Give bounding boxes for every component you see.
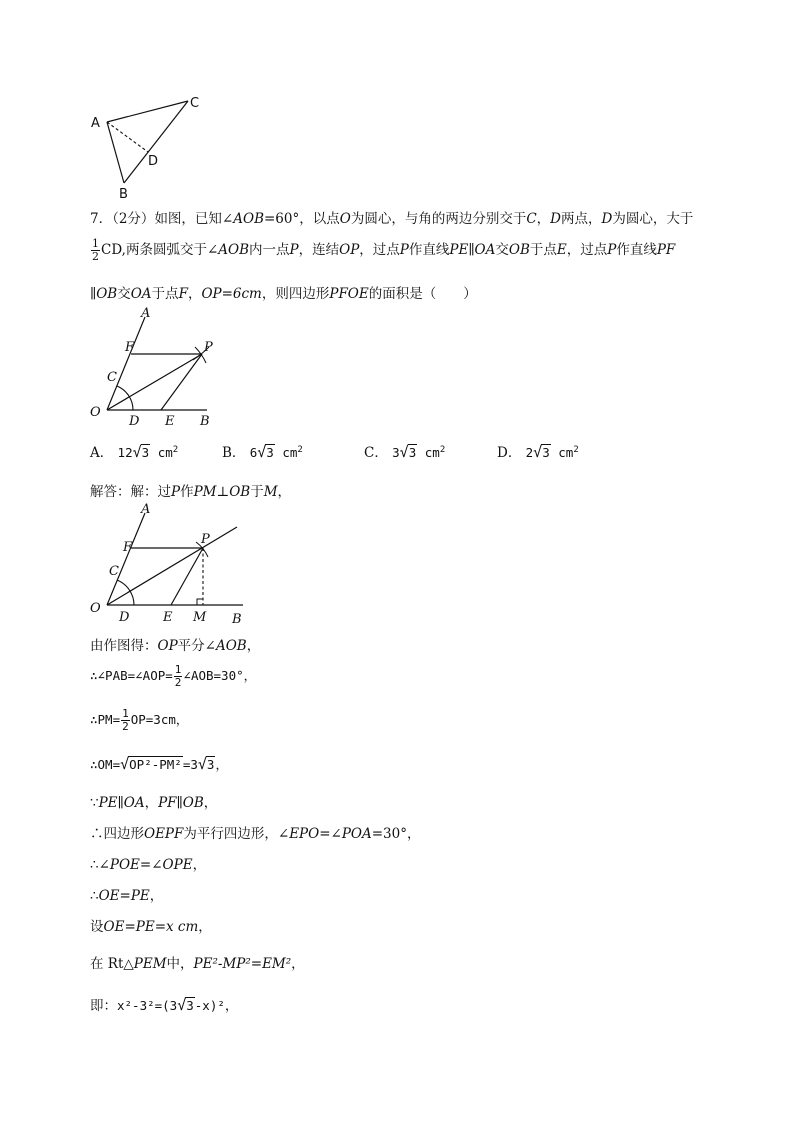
label-p: P xyxy=(201,532,210,547)
question-line-3: ∥OB交OA于点F，OP=6cm，则四边形PFOE的面积是（ ） xyxy=(90,286,477,302)
step-3: ∴PM= $\frac{1}{2}$ OP=3cm， xyxy=(90,707,189,733)
step-1: 由作图得：OP平分∠AOB， xyxy=(90,638,261,654)
segment-ep xyxy=(161,354,202,410)
question-line-1: 7．（2分）如图，已知∠AOB=60°，以点O为圆心，与角的两边分别交于C，D两点，D为圆心，大于 xyxy=(90,211,694,227)
label-c: C xyxy=(190,96,200,111)
option-d[interactable]: D． 2√3 $cm^2$ xyxy=(497,443,579,461)
option-b[interactable]: B． 6√3 $cm^2$ xyxy=(222,443,303,461)
label-a: A xyxy=(141,502,151,517)
label-d: D xyxy=(148,154,159,169)
label-p: P xyxy=(204,340,213,355)
label-m: M xyxy=(193,610,207,625)
option-c[interactable]: C． 3√3 $cm^2$ xyxy=(364,443,446,461)
segment-op xyxy=(107,354,202,410)
label-f: F xyxy=(125,340,135,355)
arc-cd xyxy=(117,386,133,410)
label-a: A xyxy=(141,306,151,321)
ray-op-extended xyxy=(107,527,237,605)
label-o: O xyxy=(90,405,101,420)
label-b: B xyxy=(232,612,242,627)
label-e: E xyxy=(163,610,173,625)
label-d: D xyxy=(129,414,140,429)
question-line-2: $\frac{1}{2}$ CD,两条圆弧交于∠AOB内一点P，连结OP，过点P作直线PE∥OA交OB于点E，过点P作直线PF xyxy=(92,237,676,263)
label-f: F xyxy=(123,540,133,555)
label-a: A xyxy=(91,116,100,131)
ray-oa xyxy=(107,513,145,605)
step-5: ∵PE∥OA，PF∥OB， xyxy=(90,795,218,811)
arc-cd xyxy=(117,580,134,605)
step-6: ∴四边形OEPF为平行四边形，∠EPO=∠POA=30°， xyxy=(90,826,421,842)
step-10: 在 Rt△PEM中，PE²-MP²=EM²， xyxy=(90,956,305,972)
step-4: ∴OM=√OP²-PM²=3√3， xyxy=(90,755,228,773)
step-8: ∴OE=PE， xyxy=(90,888,164,904)
step-9: 设OE=PE=x cm， xyxy=(90,919,212,935)
figure-solution xyxy=(85,500,260,630)
step-7: ∴∠POE=∠OPE， xyxy=(90,857,207,873)
segment-ac xyxy=(107,101,188,122)
segment-ad-dashed xyxy=(107,122,148,152)
option-a[interactable]: A． 12√3 $cm^2$ xyxy=(90,443,179,461)
right-angle-mark xyxy=(197,599,203,605)
step-2: ∴∠PAB=∠AOP= $\frac{1}{2}$ ∠AOB=30°， xyxy=(90,663,257,689)
figure-angle-construction xyxy=(85,305,235,430)
label-d: D xyxy=(119,610,130,625)
answer-intro: 解答：解：过P作PM⊥OB于M， xyxy=(90,484,292,500)
label-o: O xyxy=(90,601,101,616)
label-e: E xyxy=(165,414,175,429)
ray-oa xyxy=(107,317,145,410)
figure-triangle-abc xyxy=(80,90,210,205)
label-c: C xyxy=(107,370,117,385)
label-b: B xyxy=(200,414,210,429)
step-11: 即：x²-3²=(3√3-x)²， xyxy=(90,996,239,1014)
segment-ab xyxy=(107,122,124,183)
fraction-half: $\frac{1}{2}$ xyxy=(92,237,99,263)
label-c: C xyxy=(109,564,119,579)
label-b: B xyxy=(119,187,128,202)
